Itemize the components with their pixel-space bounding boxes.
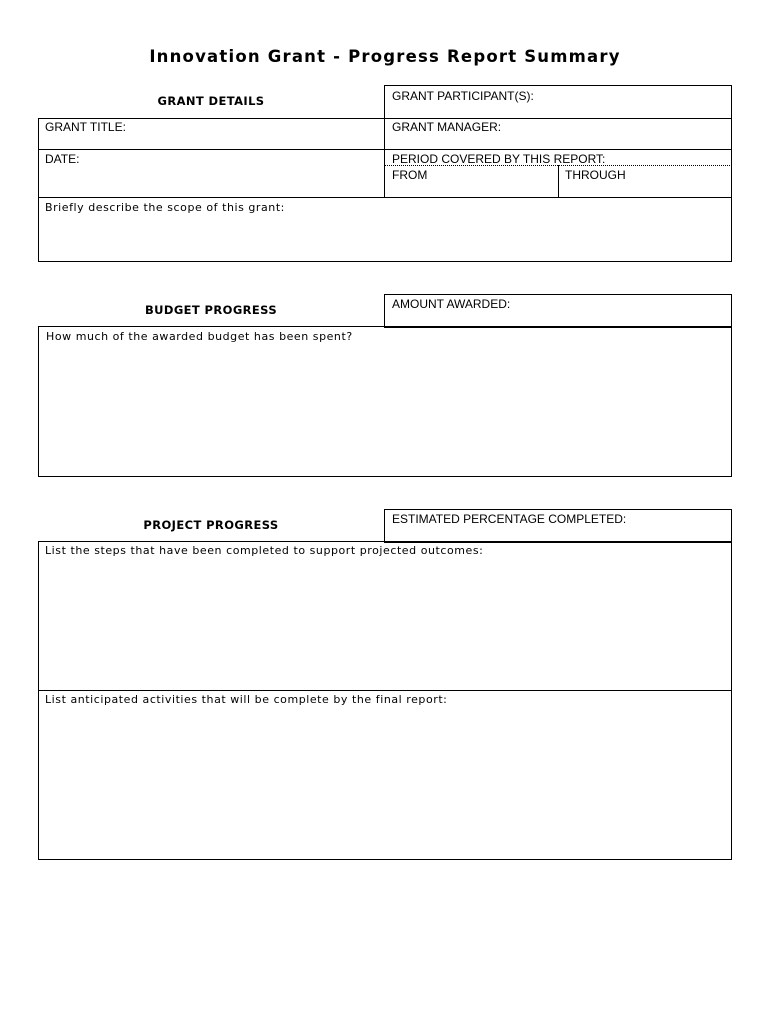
anticipated-activities-field[interactable] [38, 691, 732, 859]
estimated-percentage-label: ESTIMATED PERCENTAGE COMPLETED: [392, 512, 627, 526]
grant-details-heading: GRANT DETAILS [157, 94, 265, 108]
grant-participants-field[interactable] [384, 85, 732, 119]
anticipated-activities-prompt: List anticipated activities that will be complete by the final report: [45, 693, 448, 706]
estimated-percentage-field[interactable] [384, 509, 732, 543]
grant-manager-label: GRANT MANAGER: [392, 120, 502, 134]
period-from-field[interactable] [384, 166, 558, 197]
grant-scope-prompt: Briefly describe the scope of this grant: [45, 201, 285, 214]
budget-spent-field[interactable] [38, 326, 732, 477]
amount-awarded-label: AMOUNT AWARDED: [392, 297, 511, 311]
period-through-field[interactable] [558, 166, 732, 197]
period-covered-label: PERIOD COVERED BY THIS REPORT: [392, 152, 606, 166]
completed-steps-prompt: List the steps that have been completed to support projected outcomes: [45, 544, 484, 557]
grant-title-label: GRANT TITLE: [45, 120, 126, 134]
project-progress-heading: PROJECT PROGRESS [143, 518, 279, 532]
date-label: DATE: [45, 152, 80, 166]
grant-manager-field[interactable] [384, 118, 732, 149]
period-from-label: FROM [392, 168, 428, 182]
budget-progress-heading: BUDGET PROGRESS [144, 303, 278, 317]
amount-awarded-field[interactable] [384, 294, 732, 328]
page-title: Innovation Grant - Progress Report Summary [149, 47, 621, 66]
grant-participants-label: GRANT PARTICIPANT(S): [392, 89, 534, 103]
grant-title-field[interactable] [38, 118, 384, 149]
date-field[interactable] [38, 149, 384, 197]
period-through-label: THROUGH [565, 168, 626, 182]
completed-steps-field[interactable] [38, 542, 732, 690]
budget-spent-prompt: How much of the awarded budget has been spent? [46, 330, 353, 343]
grant-scope-field[interactable] [38, 198, 732, 261]
